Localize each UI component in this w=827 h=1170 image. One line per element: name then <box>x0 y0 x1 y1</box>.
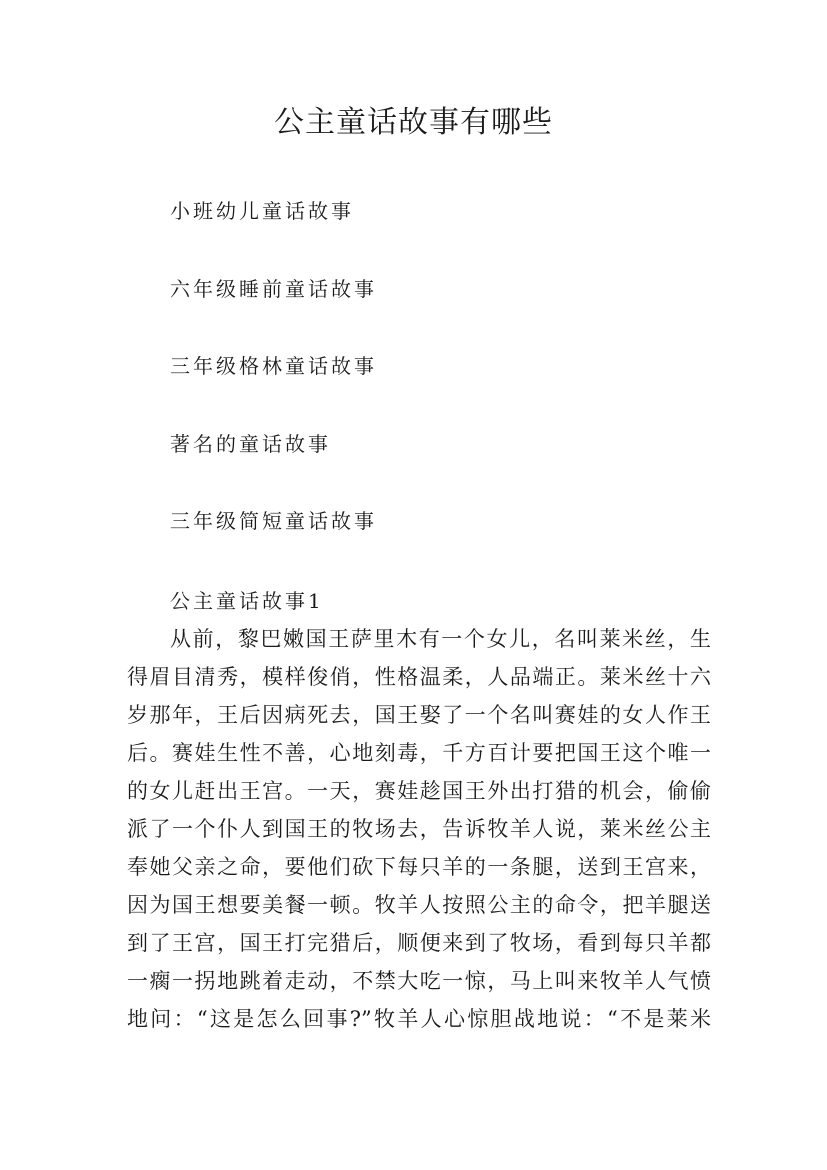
paragraph-line: 得眉目清秀，模样俊俏，性格温柔，人品端正。莱米丝十六 <box>127 665 711 689</box>
paragraph-line: 从前，黎巴嫩国王萨里木有一个女儿，名叫莱米丝，生 <box>170 627 711 651</box>
related-link-item[interactable]: 三年级格林童话故事 <box>170 354 377 378</box>
paragraph-line: 地问：“这是怎么回事?”牧羊人心惊胆战地说：“不是莱米 <box>127 1007 711 1031</box>
related-link-item[interactable]: 六年级睡前童话故事 <box>170 277 377 301</box>
paragraph-line: 岁那年，王后因病死去，国王娶了一个名叫赛娃的女人作王 <box>127 703 711 727</box>
paragraph-line: 到了王宫，国王打完猎后，顺便来到了牧场，看到每只羊都 <box>127 931 711 955</box>
related-link-item[interactable]: 三年级简短童话故事 <box>170 509 377 533</box>
paragraph-line: 派了一个仆人到国王的牧场去，告诉牧羊人说，莱米丝公主 <box>127 817 711 841</box>
paragraph-line: 后。赛娃生性不善，心地刻毒，千方百计要把国王这个唯一 <box>127 741 711 765</box>
paragraph-line: 一瘸一拐地跳着走动，不禁大吃一惊，马上叫来牧羊人气愤 <box>127 969 711 993</box>
story-heading: 公主童话故事1 <box>170 589 324 613</box>
related-link-item[interactable]: 小班幼儿童话故事 <box>170 199 354 223</box>
document-title: 公主童话故事有哪些 <box>274 105 553 140</box>
related-link-item[interactable]: 著名的童话故事 <box>170 432 331 456</box>
paragraph-line: 奉她父亲之命，要他们砍下每只羊的一条腿，送到王宫来， <box>127 855 711 879</box>
paragraph-line: 的女儿赶出王宫。一天，赛娃趁国王外出打猎的机会，偷偷 <box>127 779 711 803</box>
paragraph-line: 因为国王想要美餐一顿。牧羊人按照公主的命令，把羊腿送 <box>127 893 711 917</box>
